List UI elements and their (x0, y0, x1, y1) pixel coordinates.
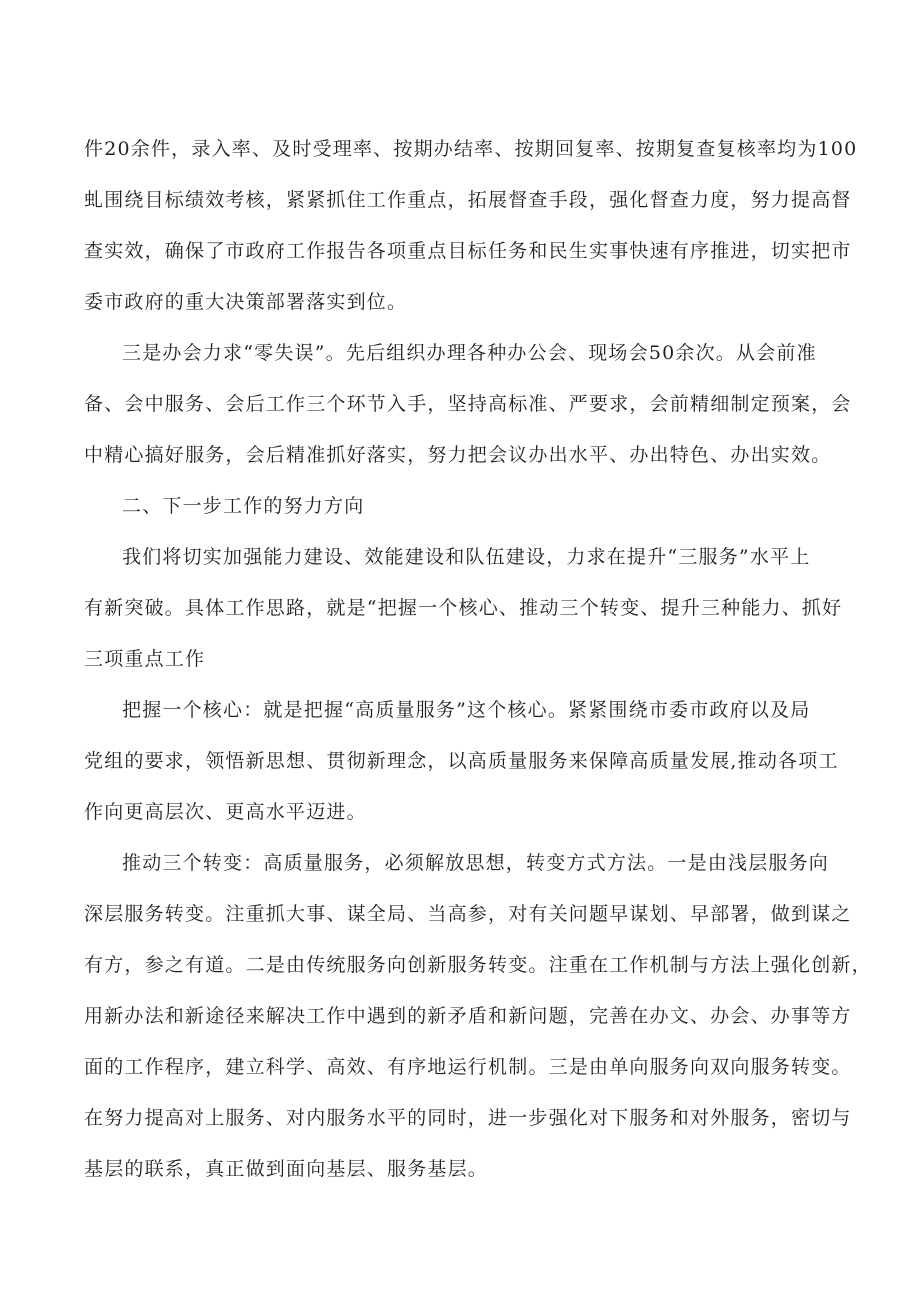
text-line: 推动三个转变：高质量服务，必须解放思想，转变方式方法。一是由浅层服务向 (122, 852, 830, 874)
document-body (84, 124, 872, 1195)
text-line: 作向更高层次、更高水平迈进。 (84, 801, 367, 823)
text-line: 备、会中服务、会后工作三个环节入手，坚持高标准、严要求，会前精细制定预案，会 (84, 393, 852, 415)
paragraph-transformations (84, 838, 872, 1195)
text-line: 委市政府的重大决策部署落实到位。 (84, 291, 408, 313)
text-line: 用新办法和新途径来解决工作中遇到的新矛盾和新问题，完善在办文、办会、办事等方 (84, 1005, 852, 1027)
text-line: 面的工作程序，建立科学、高效、有序地运行机制。三是由单向服务向双向服务转变。 (84, 1056, 852, 1078)
text-line: 基层的联系，真正做到面向基层、服务基层。 (84, 1158, 489, 1180)
text-line: 有新突破。具体工作思路，就是“把握一个核心、推动三个转变、提升三种能力、抓好 (84, 597, 843, 619)
text-line: 把握一个核心：就是把握“高质量服务”这个核心。紧紧围绕市委市政府以及局 (122, 699, 811, 721)
text-line: 三是办会力求“零失误”。先后组织办理各种办公会、现场会50余次。从会前准 (122, 342, 817, 364)
paragraph-core (84, 685, 844, 838)
text-line: 我们将切实加强能力建设、效能建设和队伍建设，力求在提升“三服务”水平上 (122, 546, 811, 568)
section-heading (84, 481, 844, 532)
text-line: 有方，参之有道。二是由传统服务向创新服务转变。注重在工作机制与方法上强化创新， (84, 954, 872, 976)
section-heading-text: 二、下一步工作的努力方向 (122, 495, 365, 517)
text-line: 深层服务转变。注重抓大事、谋全局、当高参，对有关问题早谋划、早部署，做到谋之 (84, 903, 852, 925)
text-line: 中精心搞好服务，会后精准抓好落实，努力把会议办出水平、办出特色、办出实效。 (84, 444, 832, 466)
paragraph-supervision (84, 124, 858, 328)
text-line: 虬围绕目标绩效考核，紧紧抓住工作重点，拓展督查手段，强化督查力度，努力提高督 (84, 189, 852, 211)
text-line: 件20余件，录入率、及时受理率、按期办结率、按期回复率、按期复查复核率均为100 (84, 138, 858, 160)
text-line: 查实效，确保了市政府工作报告各项重点目标任务和民生实事快速有序推进，切实把市 (84, 240, 852, 262)
text-line: 在努力提高对上服务、对内服务水平的同时，进一步强化对下服务和对外服务，密切与 (84, 1107, 852, 1129)
text-line: 党组的要求，领悟新思想、贯彻新理念，以高质量服务来保障高质量发展,推动各项工 (84, 750, 839, 772)
text-line: 三项重点工作 (84, 648, 206, 670)
paragraph-overview (84, 532, 844, 685)
paragraph-meetings (84, 328, 852, 481)
